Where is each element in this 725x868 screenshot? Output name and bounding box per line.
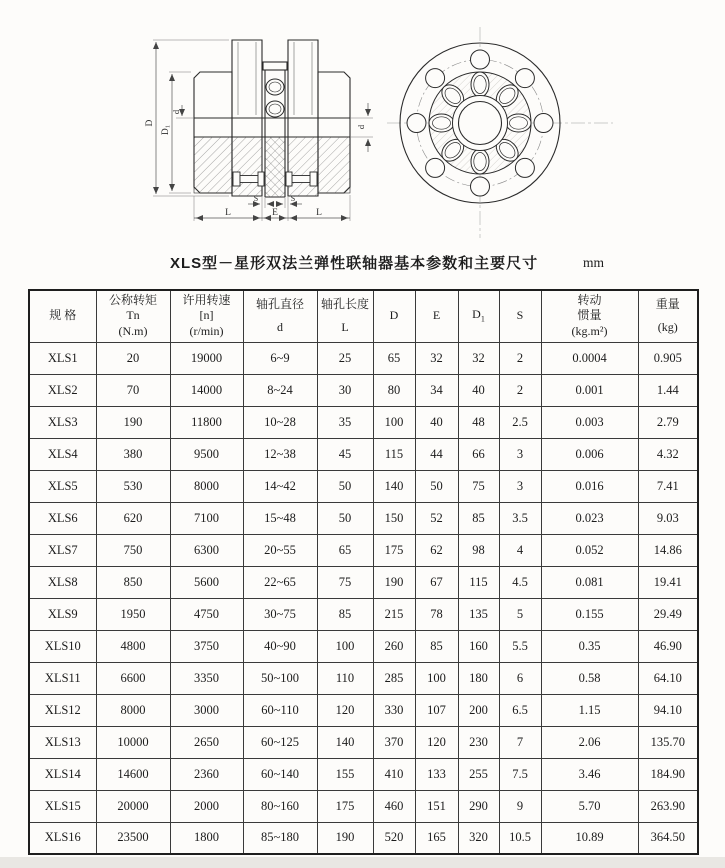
value-cell: 140 (317, 726, 373, 758)
value-cell: 2650 (170, 726, 243, 758)
value-cell: 85~180 (243, 822, 317, 854)
value-cell: 151 (415, 790, 458, 822)
value-cell: 165 (415, 822, 458, 854)
value-cell: 9 (499, 790, 541, 822)
column-header: 许用转速 [n] (r/min) (170, 290, 243, 342)
dim-label-L-left: L (225, 208, 231, 218)
value-cell: 45 (317, 438, 373, 470)
value-cell: 5600 (170, 566, 243, 598)
value-cell: 255 (458, 758, 499, 790)
value-cell: 370 (373, 726, 415, 758)
column-header: 轴孔直径 d (243, 290, 317, 342)
value-cell: 75 (458, 470, 499, 502)
value-cell: 180 (458, 662, 499, 694)
value-cell: 10000 (96, 726, 170, 758)
value-cell: 200 (458, 694, 499, 726)
value-cell: 46.90 (638, 630, 698, 662)
value-cell: 98 (458, 534, 499, 566)
model-cell: XLS12 (29, 694, 96, 726)
dim-label-D1: D1 (161, 124, 172, 136)
value-cell: 32 (415, 342, 458, 374)
value-cell: 260 (373, 630, 415, 662)
value-cell: 80 (373, 374, 415, 406)
dim-label-S-left: S (253, 194, 259, 203)
value-cell: 19000 (170, 342, 243, 374)
table-row (29, 758, 698, 790)
unit-note: mm (583, 255, 605, 270)
value-cell: 120 (415, 726, 458, 758)
value-cell: 7 (499, 726, 541, 758)
value-cell: 6.5 (499, 694, 541, 726)
value-cell: 410 (373, 758, 415, 790)
value-cell: 0.905 (638, 342, 698, 374)
value-cell: 120 (317, 694, 373, 726)
model-cell: XLS14 (29, 758, 96, 790)
side-view-drawing (105, 15, 405, 240)
value-cell: 1800 (170, 822, 243, 854)
table-row (29, 342, 698, 374)
value-cell: 2 (499, 374, 541, 406)
column-header: E (415, 290, 458, 342)
value-cell: 85 (317, 598, 373, 630)
value-cell: 6300 (170, 534, 243, 566)
value-cell: 155 (317, 758, 373, 790)
value-cell: 8~24 (243, 374, 317, 406)
value-cell: 190 (373, 566, 415, 598)
value-cell: 133 (415, 758, 458, 790)
table-row (29, 790, 698, 822)
dim-label-d-left: d (171, 109, 181, 115)
table-row (29, 630, 698, 662)
column-header: 重量 (kg) (638, 290, 698, 342)
value-cell: 52 (415, 502, 458, 534)
column-header: 转动 惯量 (kg.m²) (541, 290, 638, 342)
column-header: 轴孔长度 L (317, 290, 373, 342)
value-cell: 0.023 (541, 502, 638, 534)
page-edge-strip (0, 857, 725, 868)
value-cell: 50~100 (243, 662, 317, 694)
model-cell: XLS10 (29, 630, 96, 662)
section-hatching (194, 137, 350, 197)
table-row (29, 534, 698, 566)
value-cell: 62 (415, 534, 458, 566)
value-cell: 25 (317, 342, 373, 374)
model-cell: XLS13 (29, 726, 96, 758)
value-cell: 115 (373, 438, 415, 470)
value-cell: 0.081 (541, 566, 638, 598)
dim-label-L-right: L (316, 208, 322, 218)
model-cell: XLS15 (29, 790, 96, 822)
value-cell: 10.5 (499, 822, 541, 854)
table-row (29, 374, 698, 406)
table-row (29, 438, 698, 470)
value-cell: 6~9 (243, 342, 317, 374)
dim-label-S-right: S (290, 194, 296, 203)
value-cell: 8000 (170, 470, 243, 502)
value-cell: 30~75 (243, 598, 317, 630)
bore-circle (459, 102, 502, 145)
model-cell: XLS8 (29, 566, 96, 598)
value-cell: 0.016 (541, 470, 638, 502)
value-cell: 4 (499, 534, 541, 566)
value-cell: 1.44 (638, 374, 698, 406)
table-row (29, 662, 698, 694)
column-header: 规 格 (29, 290, 96, 342)
value-cell: 380 (96, 438, 170, 470)
model-cell: XLS3 (29, 406, 96, 438)
model-cell: XLS4 (29, 438, 96, 470)
value-cell: 2360 (170, 758, 243, 790)
value-cell: 530 (96, 470, 170, 502)
value-cell: 2.79 (638, 406, 698, 438)
value-cell: 20000 (96, 790, 170, 822)
value-cell: 20 (96, 342, 170, 374)
value-cell: 184.90 (638, 758, 698, 790)
value-cell: 1950 (96, 598, 170, 630)
value-cell: 66 (458, 438, 499, 470)
value-cell: 6 (499, 662, 541, 694)
table-body (29, 342, 698, 854)
table-row (29, 406, 698, 438)
value-cell: 4.5 (499, 566, 541, 598)
value-cell: 40 (415, 406, 458, 438)
column-header: 公称转矩 Tn (N.m) (96, 290, 170, 342)
value-cell: 3 (499, 438, 541, 470)
value-cell: 78 (415, 598, 458, 630)
value-cell: 0.003 (541, 406, 638, 438)
value-cell: 10~28 (243, 406, 317, 438)
value-cell: 7.5 (499, 758, 541, 790)
value-cell: 4800 (96, 630, 170, 662)
value-cell: 2000 (170, 790, 243, 822)
value-cell: 8000 (96, 694, 170, 726)
model-cell: XLS11 (29, 662, 96, 694)
value-cell: 0.155 (541, 598, 638, 630)
value-cell: 2 (499, 342, 541, 374)
value-cell: 190 (317, 822, 373, 854)
dim-label-E: E (272, 208, 278, 218)
value-cell: 100 (373, 406, 415, 438)
value-cell: 0.001 (541, 374, 638, 406)
value-cell: 85 (458, 502, 499, 534)
value-cell: 64.10 (638, 662, 698, 694)
value-cell: 750 (96, 534, 170, 566)
value-cell: 230 (458, 726, 499, 758)
table-row (29, 566, 698, 598)
value-cell: 7100 (170, 502, 243, 534)
value-cell: 3350 (170, 662, 243, 694)
column-header: D (373, 290, 415, 342)
value-cell: 115 (458, 566, 499, 598)
value-cell: 14600 (96, 758, 170, 790)
value-cell: 160 (458, 630, 499, 662)
value-cell: 60~110 (243, 694, 317, 726)
page-title: XLS型－星形双法兰弹性联轴器基本参数和主要尺寸 (170, 255, 539, 272)
value-cell: 100 (317, 630, 373, 662)
value-cell: 364.50 (638, 822, 698, 854)
value-cell: 30 (317, 374, 373, 406)
value-cell: 32 (458, 342, 499, 374)
value-cell: 110 (317, 662, 373, 694)
value-cell: 3 (499, 470, 541, 502)
value-cell: 175 (373, 534, 415, 566)
value-cell: 3750 (170, 630, 243, 662)
value-cell: 3.46 (541, 758, 638, 790)
value-cell: 850 (96, 566, 170, 598)
value-cell: 7.41 (638, 470, 698, 502)
value-cell: 190 (96, 406, 170, 438)
value-cell: 140 (373, 470, 415, 502)
value-cell: 263.90 (638, 790, 698, 822)
model-cell: XLS1 (29, 342, 96, 374)
value-cell: 94.10 (638, 694, 698, 726)
side-view-svg (105, 15, 405, 235)
value-cell: 620 (96, 502, 170, 534)
column-header: $D_1$ (458, 290, 499, 342)
table-row (29, 470, 698, 502)
value-cell: 0.006 (541, 438, 638, 470)
value-cell: 19.41 (638, 566, 698, 598)
value-cell: 135 (458, 598, 499, 630)
value-cell: 85 (415, 630, 458, 662)
column-header: S (499, 290, 541, 342)
value-cell: 135.70 (638, 726, 698, 758)
value-cell: 75 (317, 566, 373, 598)
model-cell: XLS5 (29, 470, 96, 502)
value-cell: 60~140 (243, 758, 317, 790)
value-cell: 29.49 (638, 598, 698, 630)
value-cell: 23500 (96, 822, 170, 854)
value-cell: 5.70 (541, 790, 638, 822)
value-cell: 100 (415, 662, 458, 694)
value-cell: 3000 (170, 694, 243, 726)
model-cell: XLS7 (29, 534, 96, 566)
value-cell: 215 (373, 598, 415, 630)
value-cell: 14000 (170, 374, 243, 406)
value-cell: 4750 (170, 598, 243, 630)
value-cell: 34 (415, 374, 458, 406)
value-cell: 60~125 (243, 726, 317, 758)
value-cell: 20~55 (243, 534, 317, 566)
value-cell: 12~38 (243, 438, 317, 470)
value-cell: 50 (317, 502, 373, 534)
value-cell: 15~48 (243, 502, 317, 534)
value-cell: 70 (96, 374, 170, 406)
star-element-edge (266, 79, 284, 117)
model-cell: XLS2 (29, 374, 96, 406)
value-cell: 4.32 (638, 438, 698, 470)
value-cell: 5 (499, 598, 541, 630)
value-cell: 0.0004 (541, 342, 638, 374)
table-row (29, 502, 698, 534)
value-cell: 40~90 (243, 630, 317, 662)
value-cell: 50 (415, 470, 458, 502)
model-cell: XLS16 (29, 822, 96, 854)
value-cell: 40 (458, 374, 499, 406)
value-cell: 3.5 (499, 502, 541, 534)
value-cell: 0.58 (541, 662, 638, 694)
value-cell: 1.15 (541, 694, 638, 726)
front-view-svg (385, 25, 615, 240)
table-row (29, 726, 698, 758)
header-row (29, 290, 698, 342)
value-cell: 520 (373, 822, 415, 854)
value-cell: 290 (458, 790, 499, 822)
value-cell: 14~42 (243, 470, 317, 502)
value-cell: 9.03 (638, 502, 698, 534)
value-cell: 107 (415, 694, 458, 726)
value-cell: 175 (317, 790, 373, 822)
table-row (29, 598, 698, 630)
model-cell: XLS9 (29, 598, 96, 630)
value-cell: 35 (317, 406, 373, 438)
dim-label-d-right: d (356, 124, 366, 130)
dim-label-D: D (145, 119, 155, 127)
front-view-drawing (385, 25, 615, 245)
value-cell: 460 (373, 790, 415, 822)
value-cell: 50 (317, 470, 373, 502)
value-cell: 2.5 (499, 406, 541, 438)
value-cell: 44 (415, 438, 458, 470)
table-row (29, 822, 698, 854)
value-cell: 150 (373, 502, 415, 534)
value-cell: 285 (373, 662, 415, 694)
value-cell: 9500 (170, 438, 243, 470)
value-cell: 2.06 (541, 726, 638, 758)
value-cell: 22~65 (243, 566, 317, 598)
value-cell: 80~160 (243, 790, 317, 822)
value-cell: 11800 (170, 406, 243, 438)
value-cell: 330 (373, 694, 415, 726)
spec-table (28, 289, 699, 855)
value-cell: 6600 (96, 662, 170, 694)
value-cell: 10.89 (541, 822, 638, 854)
table-row (29, 694, 698, 726)
value-cell: 5.5 (499, 630, 541, 662)
model-cell: XLS6 (29, 502, 96, 534)
value-cell: 14.86 (638, 534, 698, 566)
value-cell: 67 (415, 566, 458, 598)
value-cell: 0.052 (541, 534, 638, 566)
value-cell: 65 (317, 534, 373, 566)
value-cell: 65 (373, 342, 415, 374)
value-cell: 48 (458, 406, 499, 438)
value-cell: 320 (458, 822, 499, 854)
value-cell: 0.35 (541, 630, 638, 662)
